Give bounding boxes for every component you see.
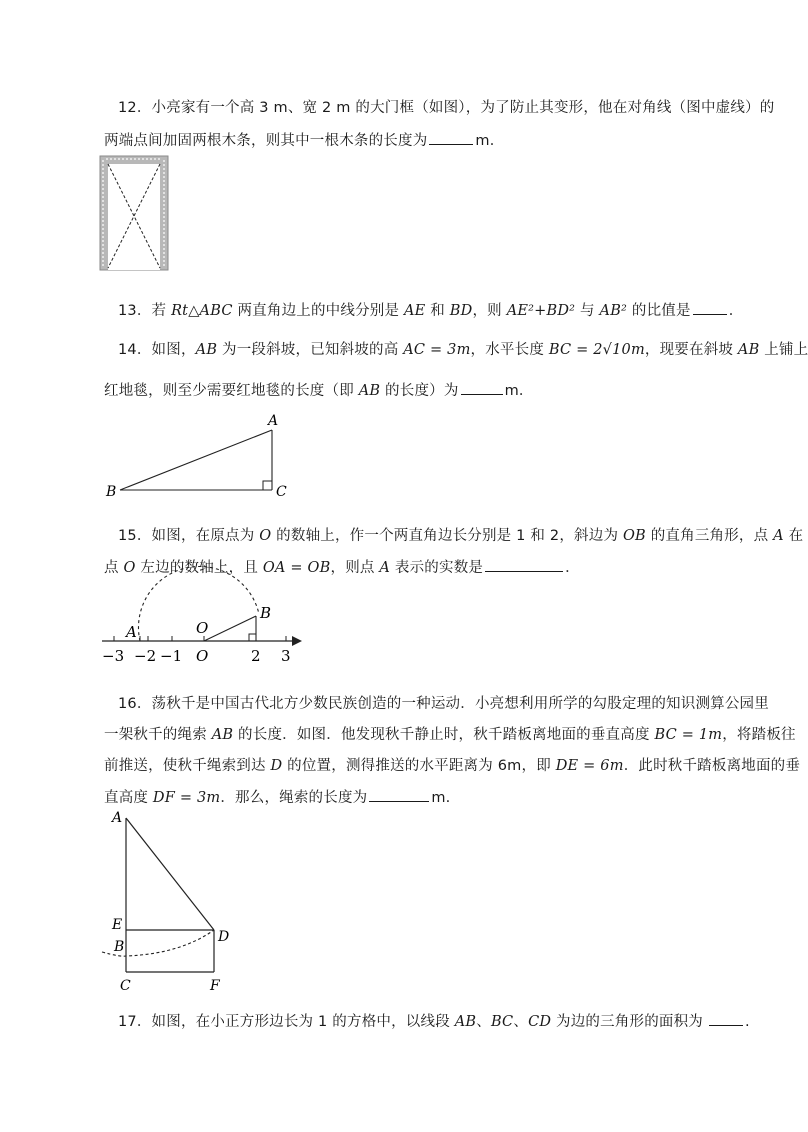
q15-t1: 的数轴上，作一个两直角边长分别是 1 和 2，斜边为 — [271, 528, 623, 544]
axis-arrow — [292, 636, 302, 646]
q15-line2 — [104, 557, 580, 578]
label-b: B — [114, 939, 125, 955]
q16-line4b: ．那么，绳索的长度为 — [220, 790, 368, 806]
q13-answer-blank[interactable] — [693, 300, 727, 315]
q14-ab3: AB — [358, 383, 381, 399]
q14-ab2: AB — [737, 342, 760, 358]
q16-line3b: 的位置，测得推送的水平距离为 6m，即 — [282, 758, 556, 774]
q17-bc: BC — [490, 1014, 514, 1030]
q14-ab: AB — [195, 342, 218, 358]
segment-ob — [204, 616, 256, 641]
q16-line3a: 前推送，使秋千绳索到达 — [104, 758, 271, 774]
q12-text: 两端点间加固两根木条，则其中一根木条的长度为 — [104, 133, 428, 149]
q15-line2d: 表示的实数是 — [390, 560, 484, 576]
q14-t4: 上铺上 — [759, 342, 808, 358]
q15-line1 — [118, 526, 803, 546]
q12-line2 — [104, 130, 504, 151]
label-b: B — [260, 604, 272, 622]
label-d: D — [218, 929, 230, 945]
q16-answer-blank[interactable] — [369, 787, 429, 802]
q13-expr: AE²+BD² — [506, 303, 576, 319]
q15-eq: OA = OB — [262, 560, 331, 576]
q16-bc: BC = 1m — [654, 727, 723, 743]
q15-a: A — [773, 528, 784, 544]
q13-rt: Rt△ABC — [171, 303, 233, 319]
q13-mid1: 两直角边上的中线分别是 — [232, 303, 404, 319]
q14-t3: ，现要在斜坡 — [644, 342, 738, 358]
q15-line2a: 点 — [104, 560, 124, 576]
label-b: B — [106, 484, 117, 500]
q14-line1 — [118, 340, 808, 360]
q16-unit: m. — [431, 790, 451, 806]
q15-number-line-figure — [96, 588, 316, 668]
label-o: O — [196, 619, 209, 637]
q13-ab2: AB² — [599, 303, 628, 319]
rope-ad — [126, 818, 214, 930]
right-angle-mark — [249, 634, 256, 641]
label-c: C — [120, 978, 131, 994]
q14-line2b: 的长度）为 — [380, 383, 459, 399]
q16-line4a: 直高度 — [104, 790, 153, 806]
q16-line2c: ，将踏板往 — [722, 727, 796, 743]
label-c: C — [276, 484, 287, 500]
tick-label-o: O — [196, 647, 209, 665]
q16-de: DE = 6m — [555, 758, 624, 774]
q13-end: ． — [728, 303, 744, 319]
q16-line4 — [104, 787, 451, 808]
q14-ac: AC = 3m — [403, 342, 471, 358]
q17-sep1: 、 — [476, 1014, 491, 1030]
q17-end: . — [745, 1014, 750, 1030]
q14-prefix: 14．如图， — [118, 342, 196, 358]
tick-label-neg1: −1 — [160, 647, 183, 665]
q16-line2 — [104, 725, 796, 745]
label-e: E — [112, 917, 123, 933]
q14-slope-figure — [104, 410, 304, 502]
q15-t2: 的直角三角形，点 — [645, 528, 774, 544]
q15-ob: OB — [622, 528, 646, 544]
q15-line2b: 左边的数轴上，且 — [135, 560, 263, 576]
q15-o: O — [259, 528, 272, 544]
q16-ab: AB — [211, 727, 234, 743]
q12-unit: m． — [475, 133, 505, 149]
tick-label-2: 2 — [251, 647, 261, 665]
q16-swing-figure — [100, 806, 250, 994]
label-a: A — [268, 413, 279, 429]
q16-line1: 16．荡秋千是中国古代北方少数民族创造的一种运动．小亮想利用所学的勾股定理的知识测算公园里 — [118, 696, 769, 712]
tick-label-neg3: −3 — [102, 647, 125, 665]
q16-line2a: 一架秋千的绳索 — [104, 727, 212, 743]
q14-t2: ，水平长度 — [470, 342, 549, 358]
q12-door-frame-figure — [100, 156, 170, 272]
q15-answer-blank[interactable] — [485, 557, 563, 572]
q14-answer-blank[interactable] — [461, 380, 503, 395]
q14-line2a: 红地毯，则至少需要红地毯的长度（即 — [104, 383, 359, 399]
q14-line2 — [104, 380, 534, 401]
label-f: F — [210, 978, 220, 994]
q13-line — [118, 300, 743, 321]
q15-a2: A — [379, 560, 391, 576]
q15-prefix: 15．如图，在原点为 — [118, 528, 260, 544]
q17-ab: AB — [454, 1014, 477, 1030]
q13-ae: AE — [403, 303, 426, 319]
q15-line2c: ，则点 — [330, 560, 380, 576]
tick-label-3: 3 — [281, 647, 291, 665]
tick-label-neg2: −2 — [134, 647, 157, 665]
q16-d: D — [270, 758, 283, 774]
q17-sep2: 、 — [513, 1014, 529, 1030]
q12-line1: 12．小亮家有一个高 3 m、宽 2 m 的大门框（如图），为了防止其变形，他在对角线（图中虚线）的 — [118, 100, 775, 116]
q17-line1 — [118, 1011, 750, 1032]
q15-o2: O — [123, 560, 136, 576]
q16-df: DF = 3m — [152, 790, 221, 806]
slope-ab — [120, 430, 272, 490]
q12-answer-blank[interactable] — [429, 130, 473, 145]
q15-end: ． — [565, 560, 580, 576]
q17-cd: CD — [528, 1014, 552, 1030]
q16-line3c: ．此时秋千踏板离地面的垂 — [623, 758, 801, 774]
label-a: A — [126, 623, 137, 641]
q14-unit: m． — [504, 383, 534, 399]
q16-line3 — [104, 756, 800, 776]
q13-bd: BD — [449, 303, 473, 319]
right-angle-mark — [263, 481, 272, 490]
q13-suffix: 的比值是 — [627, 303, 691, 319]
q17-line1a: 17．如图，在小正方形边长为 1 的方格中，以线段 — [118, 1014, 455, 1030]
q17-line1b: 为边的三角形的面积为 — [551, 1014, 703, 1030]
q17-answer-blank[interactable] — [709, 1011, 743, 1026]
q13-mid2: ，则 — [472, 303, 507, 319]
q13-and: 和 — [425, 303, 450, 319]
label-a: A — [112, 810, 123, 826]
q14-t1: 为一段斜坡，已知斜坡的高 — [217, 342, 404, 358]
q16-line2b: 的长度．如图．他发现秋千静止时，秋千踏板离地面的垂直高度 — [233, 727, 655, 743]
q13-with: 与 — [575, 303, 600, 319]
q13-prefix: 13．若 — [118, 303, 172, 319]
q14-bc: BC = 2√10m — [548, 342, 645, 358]
q15-t3: 在 — [783, 528, 804, 544]
